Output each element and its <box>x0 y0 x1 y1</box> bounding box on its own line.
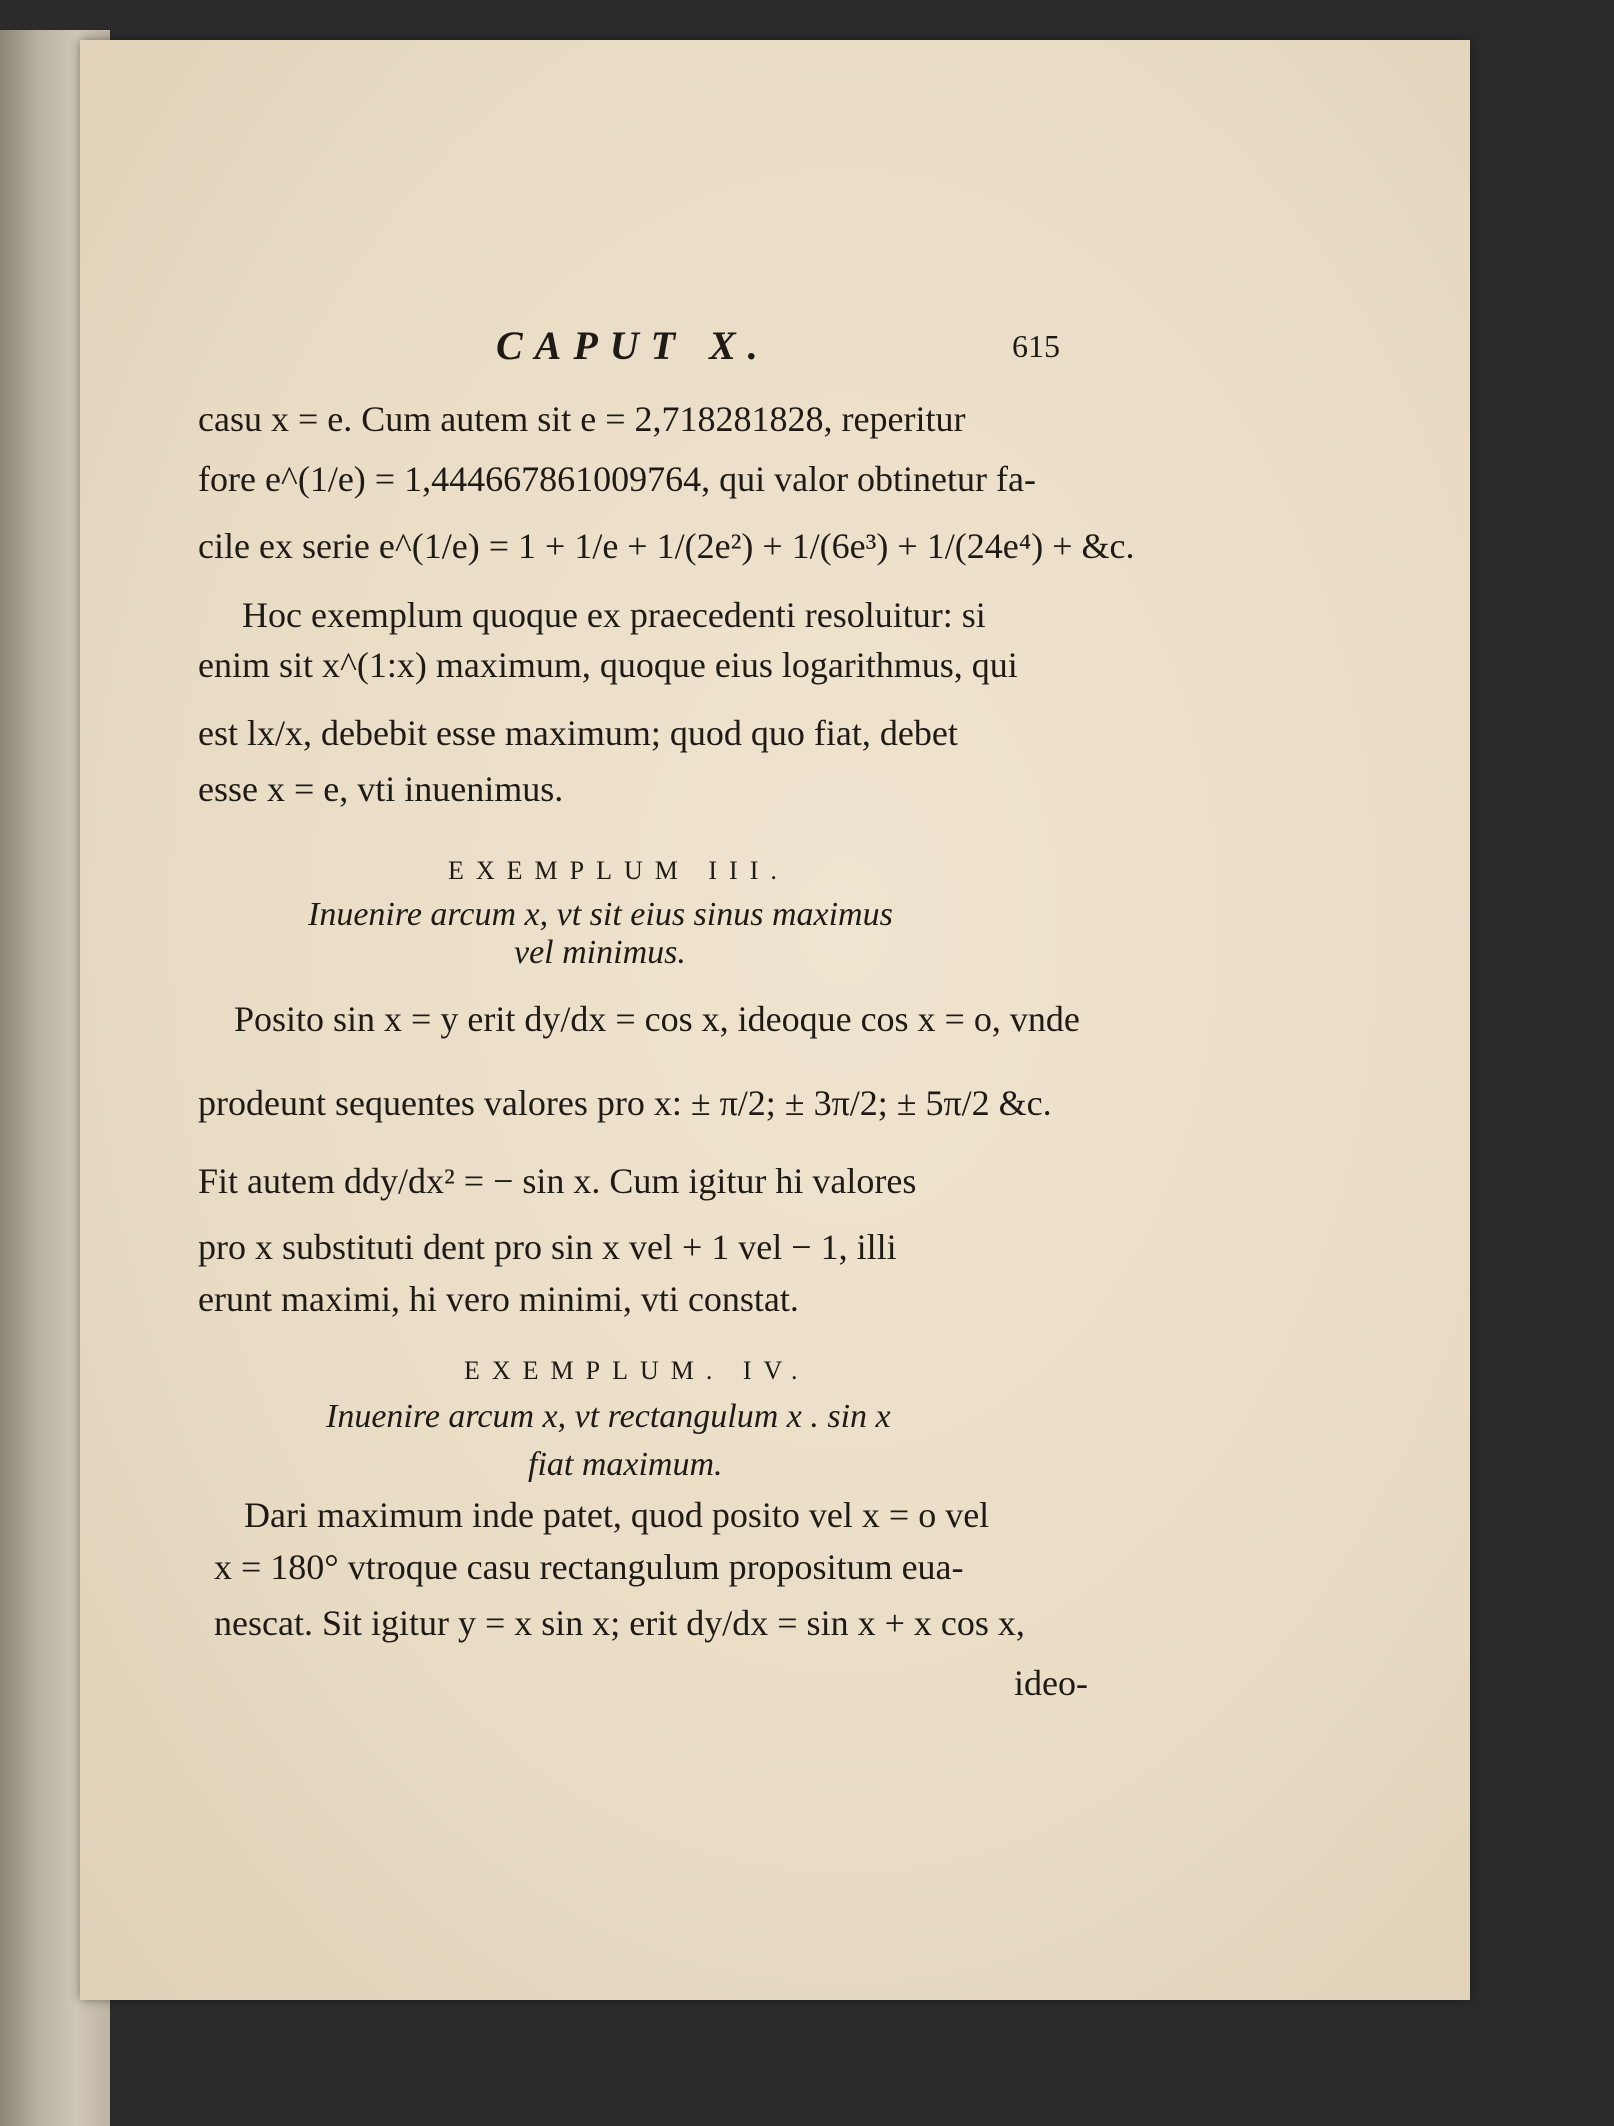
catchword: ideo- <box>1014 1663 1088 1703</box>
page-number: 615 <box>1012 328 1060 364</box>
text-line: cile ex serie e^(1/e) = 1 + 1/e + 1/(2e²) + 1/(6e³) + 1/(24e⁴) + &c. <box>198 526 1135 566</box>
example-heading: EXEMPLUM. IV. <box>464 1356 810 1385</box>
text-line: esse x = e, vti inuenimus. <box>198 769 564 809</box>
text-line: est lx/x, debebit esse maximum; quod quo fiat, debet <box>198 713 958 753</box>
example-heading: EXEMPLUM III. <box>448 856 789 885</box>
text-line: Dari maximum inde patet, quod posito vel x = o vel <box>244 1495 990 1535</box>
text-line: Fit autem ddy/dx² = − sin x. Cum igitur hi valores <box>198 1161 917 1201</box>
example-subtitle: Inuenire arcum x, vt sit eius sinus maximus <box>308 896 893 933</box>
text-line: Posito sin x = y erit dy/dx = cos x, ideoque cos x = o, vnde <box>234 999 1080 1039</box>
text-line: casu x = e. Cum autem sit e = 2,718281828, reperitur <box>198 399 966 439</box>
running-header: CAPUT X. <box>496 323 770 368</box>
text-line: enim sit x^(1:x) maximum, quoque eius logarithmus, qui <box>198 645 1018 685</box>
text-line: erunt maximi, hi vero minimi, vti constat. <box>198 1279 799 1319</box>
example-subtitle: Inuenire arcum x, vt rectangulum x . sin x <box>326 1398 891 1435</box>
example-subtitle: vel minimus. <box>514 934 686 971</box>
text-line: nescat. Sit igitur y = x sin x; erit dy/dx = sin x + x cos x, <box>214 1603 1025 1643</box>
text-line: x = 180° vtroque casu rectangulum propositum eua- <box>214 1547 964 1587</box>
example-subtitle: fiat maximum. <box>528 1446 723 1483</box>
text-line: Hoc exemplum quoque ex praecedenti resoluitur: si <box>242 595 986 635</box>
text-line: fore e^(1/e) = 1,444667861009764, qui valor obtinetur fa- <box>198 459 1036 499</box>
text-line: pro x substituti dent pro sin x vel + 1 vel − 1, illi <box>198 1227 897 1267</box>
text-line: prodeunt sequentes valores pro x: ± π/2; ± 3π/2; ± 5π/2 &c. <box>198 1083 1052 1123</box>
